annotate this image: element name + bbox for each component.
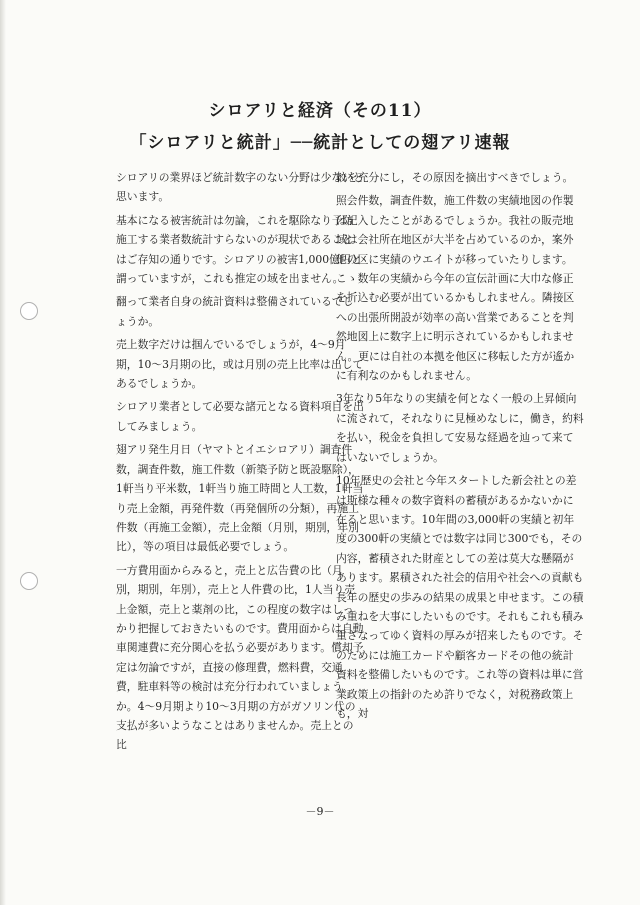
paragraph: 一方費用面からみると，売上と広告費の比（月別，期別，年別），売上と人件費の比，1人当り売上金額，売上と薬剤の比，この程度の数字はしっかり把握しておきたいものです。費用面からは自動車関連費に充分関心を払う必要があります。償却予定は勿論ですが，直接の修理費，燃料費，交通費，駐車料等の検討は充分行われていましょうか。4～9月期より10～3月期の方がガソリン代の支払が多いようなことはありませんか。売上との比 — [116, 563, 364, 752]
paragraph: 基本になる被害統計は勿論，これを駆除なり予防施工する業者数統計すらないのが現状であることはご存知の通りです。シロアリの被害1,000億円と謂っていますが，これも推定の域を出ません。 — [116, 213, 362, 286]
paragraph: 較を充分にし，その原因を摘出すべきでしょう。 — [336, 171, 574, 184]
left-column — [116, 168, 364, 759]
binder-hole-top — [20, 302, 38, 320]
article-title: シロアリと経済（その11） — [208, 101, 432, 121]
page-number: －9－ — [305, 805, 335, 818]
article-subtitle: 「シロアリと統計」──統計としての翅アリ速報 — [129, 133, 511, 153]
paragraph: 照会件数，調査件数，施工件数の実績地図の作製は記入したことがあるでしょうか。我社の販売地域は会社所在地区が大半を占めているのか，案外他の区に実績のウエイトが移っていたりします。こゝ数年の実績から今年の宣伝計画に大巾な修正を折込む必要が出ているかもしれません。隣接区への出張所開設が効率の高い営業であることを判然地図上に数字上に明示されているかもしれません。更には自社の本拠を他区に移転した方が遙かに有利なのかもしれません。 — [336, 194, 575, 383]
paragraph: シロアリの業界ほど統計数字のない分野は少ないと思います。 — [116, 171, 364, 204]
paragraph: 3年なり5年なりの実績を何となく一般の上昇傾向に流されて，それなりに見極めなしに，働き，約料を払い，税金を負担して安易な経過を辿って来てはいないでしょうか。 — [336, 392, 584, 464]
paragraph: 10年歴史の会社と今年スタートした新会社との差は斯様な種々の数字資料の蓄積があるかないかに在ると思います。10年間の3,000軒の実績と初年度の300軒の実績とでは数字は同じ300でも，その内容，蓄積された財産としての差は莫大な懸隔があります。累積された社会的信用や社会への貢献も長年の歴史の歩みの結果の成果と申せます。この積み重ねを大事にしたいものです。それもこれも積み重さなってゆく資料の厚みが招来したものです。そのためには施工カードや顧客カードその他の統計資料を整備したいものです。これ等の資料は単に営業政策上の指針のため許りでなく，対税務政策上も，対 — [336, 474, 584, 720]
paragraph: 翅アリ発生月日（ヤマトとイエシロアリ）調査件数，調査件数，施工件数（新築予防と既設駆除），1軒当り平米数，1軒当り施工時間と人工数，1軒当り売上金額，再発件数（再発個所の分類），再施工件数（再施工金額），売上金額（月別，期別，年別比），等の項目は最低必要でしょう。 — [116, 443, 364, 554]
right-column — [336, 168, 584, 727]
paragraph: 売上数字だけは掴んでいるでしょうが，4～9月期，10～3月期の比，或は月別の売上比率は出してあるでしょうか。 — [116, 338, 364, 391]
paragraph: シロアリ業者として必要な諸元となる資料項目を出してみましょう。 — [116, 400, 364, 433]
binder-hole-bottom — [20, 572, 38, 590]
paragraph: 翻って業者自身の統計資料は整備されているでしょうか。 — [116, 295, 354, 328]
